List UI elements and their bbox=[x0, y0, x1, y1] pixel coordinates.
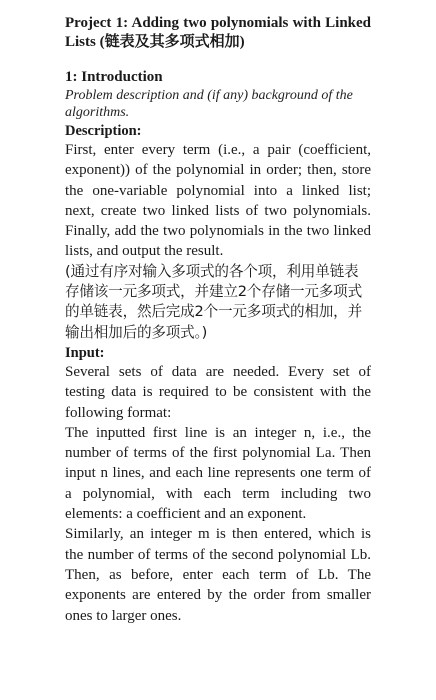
document-page bbox=[65, 14, 371, 626]
introduction-heading: 1: Introduction bbox=[65, 69, 163, 85]
description-text-cn: (通过有序对输入多项式的各个项，利用单链表存储该一元多项式，并建立2个存储一元多项式的单链表，然后完成2个一元多项式的相加，并输出相加后的多项式。) bbox=[65, 262, 362, 341]
input-paragraph-1: Several sets of data are needed. Every set of testing data is required to be consistent with the following format: bbox=[65, 363, 371, 421]
description-text-en: First, enter every term (i.e., a pair (coefficient, exponent)) of the polynomial in order; then, store the one-variable polynomial into a linked list; next, create two linked lists of two polynomials. Finally, add the two polynomials in the two linked lists, and output the result. bbox=[65, 142, 371, 260]
page-bottom-edge bbox=[0, 692, 436, 700]
input-label: Input: bbox=[65, 344, 105, 361]
input-paragraph-3: Similarly, an integer m is then entered, which is the number of terms of the second polynomial Lb. Then, as before, enter each term of Lb. The exponents are entered by the order from smaller ones to larger ones. bbox=[65, 526, 371, 624]
introduction-subtitle: Problem description and (if any) background of the algorithms. bbox=[65, 88, 353, 120]
input-paragraph-2: The inputted first line is an integer n, i.e., the number of terms of the first polynomial La. Then input n lines, and each line represents one term of a polynomial, with each term including two elements: a coefficient and an exponent. bbox=[65, 424, 371, 523]
project-title: Project 1: Adding two polynomials with Linked Lists (链表及其多项式相加) bbox=[65, 15, 371, 50]
description-label: Description: bbox=[65, 123, 142, 139]
